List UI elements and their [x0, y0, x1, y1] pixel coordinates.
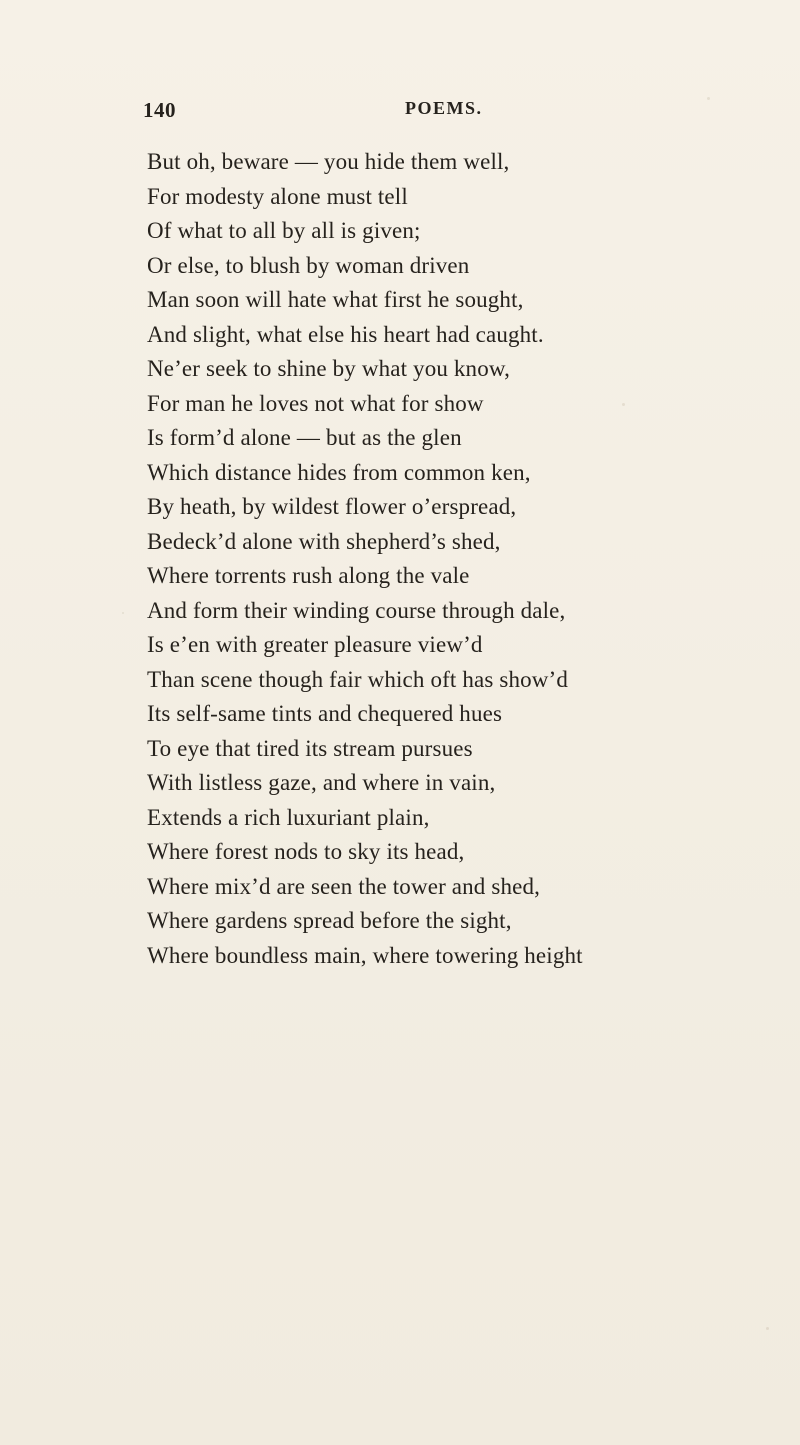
poem-line: Where torrents rush along the vale	[147, 563, 470, 588]
poem-line: Where mix’d are seen the tower and shed,	[147, 873, 541, 899]
poem-line: And slight, what else his heart had caught.	[147, 321, 544, 347]
poem-line: And form their winding course through dale,	[147, 597, 566, 623]
page-header	[0, 98, 800, 138]
poem-line: Is form’d alone — but as the glen	[147, 425, 462, 450]
paper-speck	[122, 612, 124, 614]
poem-line: Extends a rich luxuriant plain,	[147, 804, 430, 830]
running-head: POEMS.	[405, 98, 483, 118]
poem-line: To eye that tired its stream pursues	[147, 735, 473, 761]
poem-line: With listless gaze, and where in vain,	[147, 770, 496, 795]
poem-line: Bedeck’d alone with shepherd’s shed,	[147, 528, 501, 554]
poem-line: Its self-same tints and chequered hues	[147, 701, 503, 726]
poem-line: Man soon will hate what first he sought,	[147, 287, 524, 312]
paper-speck	[766, 1327, 769, 1330]
poem-line: Where boundless main, where towering height	[147, 942, 583, 968]
poem-line: Where forest nods to sky its head,	[147, 839, 465, 864]
poem-line: Which distance hides from common ken,	[147, 459, 531, 485]
poem-line: Is e’en with greater pleasure view’d	[147, 632, 483, 657]
poem-text	[147, 145, 767, 973]
poem-line: Where gardens spread before the sight,	[147, 908, 512, 933]
poem-line: Of what to all by all is given;	[147, 218, 421, 243]
poem-line: Ne’er seek to shine by what you know,	[147, 356, 511, 381]
poem-line: But oh, beware — you hide them well,	[147, 149, 510, 174]
poem-line: Or else, to blush by woman driven	[147, 252, 470, 278]
poem-line: Than scene though fair which oft has show’d	[147, 666, 568, 692]
poem-line: For modesty alone must tell	[147, 183, 408, 209]
page-number: 140	[143, 98, 176, 122]
poem-line: By heath, by wildest flower o’erspread,	[147, 494, 517, 519]
poem-line: For man he loves not what for show	[147, 390, 484, 416]
